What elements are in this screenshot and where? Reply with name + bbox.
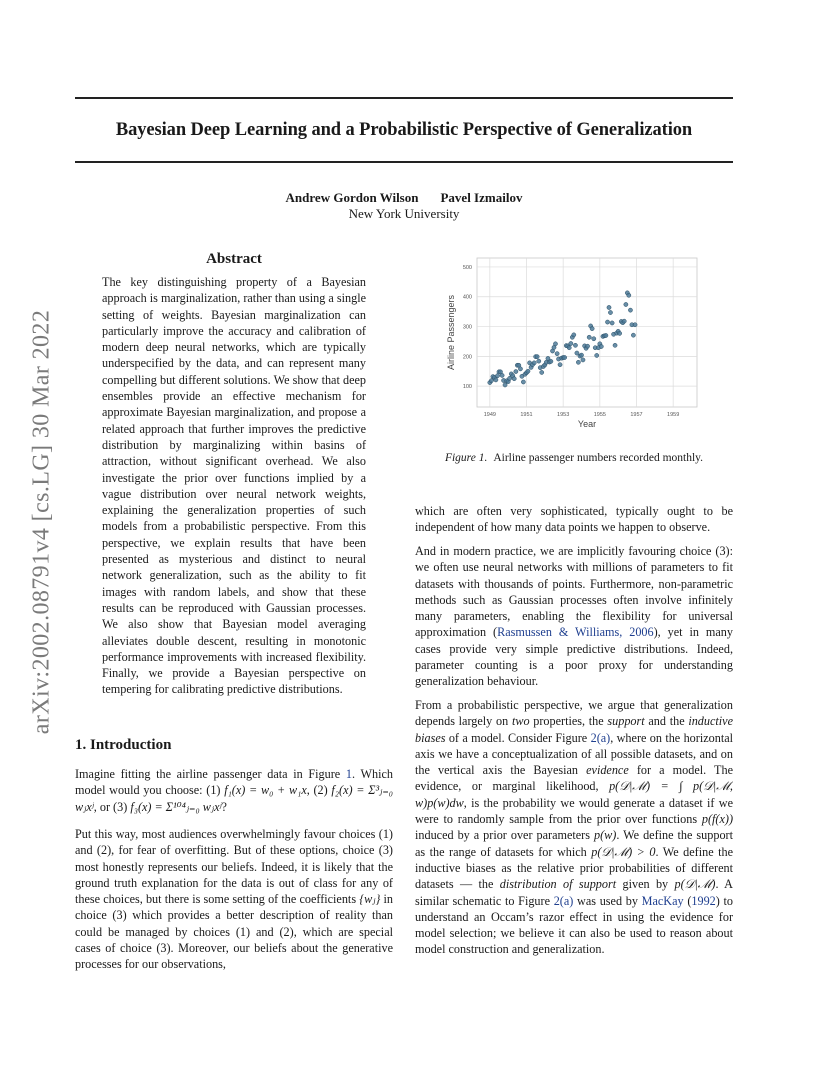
text-run: of a model. Consider Figure <box>445 730 591 745</box>
x-tick-label: 1959 <box>667 412 680 418</box>
airline-passenger-scatter-chart <box>440 250 720 430</box>
data-point <box>604 333 608 337</box>
data-point <box>569 341 573 345</box>
data-point <box>587 335 591 339</box>
data-point <box>633 323 637 327</box>
text-run: and the <box>644 714 689 729</box>
abstract-text: The key distinguishing property of a Bayesian approach is marginalization, rather than using a single setting of weights. Bayesian marginalization can particularly improve the accuracy and calibration of modern deep neural networks, which are typically underspecified by the data, and can represent many compelling but different solutions. We show that deep ensembles provide an effective mechanism for approximate Bayesian marginalization, and propose a related approach that further improves the predictive distribution by marginalizing within basins of attraction, without significant overhead. We also investigate the prior over functions implied by a vague distribution over neural network weights, explaining the generalization properties of such models from a probabilistic perspective. From this perspective, we explain results that have been presented as mysterious and distinct to neural network generalization, such as the ability to fit images with random labels, and show that these results can be reproduced with Gaussian processes. We also show that Bayesian model averaging alleviates double descent, resulting in monotonic performance improvements with increased flexibility. Finally, we provide a Bayesian perspective on tempering for calibrating predictive distributions. <box>102 275 366 697</box>
data-point <box>627 293 631 297</box>
paper-title: Bayesian Deep Learning and a Probabilistic Perspective of Generalization <box>115 120 693 140</box>
arxiv-stamp: arXiv:2002.08791v4 [cs.LG] 30 Mar 2022 <box>28 309 55 735</box>
math-wj: {wⱼ} <box>359 892 381 907</box>
x-tick-label: 1951 <box>520 412 533 418</box>
section-heading-introduction: 1. Introduction <box>75 737 172 753</box>
data-point <box>567 346 571 350</box>
emphasis: distribution of support <box>499 877 617 892</box>
intro-paragraph-2 <box>75 826 393 973</box>
emphasis: evidence <box>586 763 629 778</box>
data-point <box>563 355 567 359</box>
intro-paragraph-1 <box>75 766 393 815</box>
math-evidence: p(𝒟|ℳ) = ∫ p(𝒟|ℳ, w)p(w)dw <box>415 779 733 810</box>
data-point <box>494 378 498 382</box>
data-point <box>607 305 611 309</box>
data-point <box>537 359 541 363</box>
data-point <box>532 361 536 365</box>
data-point <box>489 379 493 383</box>
data-point <box>555 352 559 356</box>
text-run: From a probabilistic perspective, we argue that generalization depends largely on <box>415 698 733 729</box>
text-run: was used by <box>573 893 642 908</box>
citation-link[interactable]: 1992 <box>691 893 716 908</box>
plot-frame <box>477 258 697 407</box>
abstract-heading: Abstract <box>206 251 262 267</box>
figure-ref-link[interactable]: 2(a) <box>553 893 574 908</box>
text-run: . We define the support as the range of datasets for which <box>415 828 733 859</box>
text-run: Put this way, most audiences overwhelmingly favour choices (1) and (2), for fear of overfitting. But of these options, choice (3) most honestly represents our beliefs. Indeed, it is likely that the ground truth explanation for the data is out of class for any of these choices, but there is some setting of the coefficients <box>75 827 393 907</box>
data-point <box>518 367 522 371</box>
author-name: Andrew Gordon Wilson <box>285 190 419 205</box>
text-run: , (2) <box>306 783 332 798</box>
data-point <box>576 360 580 364</box>
data-point <box>628 308 632 312</box>
text-run: for a model. The evidence, or marginal likelihood, <box>415 763 734 794</box>
data-point <box>605 320 609 324</box>
x-tick-label: 1949 <box>483 412 496 418</box>
text-run: properties, the <box>529 714 608 729</box>
right-paragraph-1: which are often very sophisticated, typically ought to be independent of how many data points we happen to observe. <box>415 504 733 535</box>
text-run: induced by a prior over parameters <box>415 828 594 843</box>
y-tick-label: 400 <box>462 294 472 301</box>
math-f1: f₁(x) = w₀ + w₁x <box>224 783 307 798</box>
figure-ref-link[interactable]: 1 <box>345 767 352 781</box>
data-point <box>514 369 518 373</box>
affiliation: New York University <box>348 206 460 221</box>
text-run: . A similar schematic to Figure <box>415 877 733 908</box>
citation-link[interactable]: Rasmussen & Williams, 2006 <box>497 625 654 640</box>
right-paragraph-2 <box>415 543 733 690</box>
data-point <box>581 358 585 362</box>
figure-ref-link[interactable]: 2(a) <box>590 730 611 745</box>
text-run: given by <box>616 877 675 892</box>
emphasis: inductive biases <box>415 714 733 745</box>
data-point <box>608 310 612 314</box>
data-point <box>622 319 626 323</box>
x-tick-label: 1957 <box>630 412 643 418</box>
x-axis-label: Year <box>577 419 597 429</box>
y-tick-label: 200 <box>462 354 472 361</box>
emphasis: two <box>511 714 530 729</box>
text-run: Imagine fitting the airline passenger data in Figure <box>75 767 346 781</box>
text-run: ( <box>683 893 692 908</box>
y-tick-label: 300 <box>462 324 472 331</box>
math-f2: f₂(x) = Σ³ⱼ₌₀ wⱼxʲ <box>75 783 393 814</box>
text-run: , is the probability we would generate a dataset if we were to randomly sample from the prior over functions <box>415 795 733 827</box>
x-tick-label: 1953 <box>557 412 570 418</box>
figure-caption-text: Airline passenger numbers recorded monthly. <box>493 452 704 464</box>
data-point <box>592 337 596 341</box>
author-name: Pavel Izmailov <box>440 190 523 205</box>
x-tick-label: 1955 <box>593 412 606 418</box>
math-support: p(𝒟|ℳ) > 0 <box>591 844 656 859</box>
data-point <box>500 373 504 377</box>
text-run: And in modern practice, we are implicitly favouring choice (3): we often use neural networks with millions of parameters to fit datasets with thousands of points. Furthermore, non-parametric methods such as Gaussian processes often involve infinitely many parameters, enabling the flexibility for universal approximation ( <box>415 544 733 640</box>
title-bottom-rule <box>75 161 733 163</box>
data-point <box>579 353 583 357</box>
math-prior-functions: p(f(x)) <box>701 812 733 827</box>
figure-caption <box>415 452 733 464</box>
data-point <box>610 321 614 325</box>
data-point <box>599 344 603 348</box>
data-point <box>618 331 622 335</box>
citation-link[interactable]: MacKay <box>641 893 684 908</box>
author-list <box>75 190 733 206</box>
data-point <box>512 377 516 381</box>
math-f3: f₃(x) = Σ¹⁰⁴ⱼ₌₀ wⱼxʲ <box>130 799 222 814</box>
data-point <box>521 380 525 384</box>
data-point <box>535 355 539 359</box>
math-evidence-short: p(𝒟|ℳ) <box>674 877 716 892</box>
data-point <box>573 343 577 347</box>
figure-label: Figure 1. <box>444 452 488 464</box>
data-point <box>553 342 557 346</box>
y-tick-label: 500 <box>462 264 472 271</box>
data-point <box>595 353 599 357</box>
right-paragraph-3 <box>415 697 733 958</box>
emphasis: support <box>607 714 645 729</box>
data-point <box>585 344 589 348</box>
data-point <box>631 333 635 337</box>
data-point <box>558 363 562 367</box>
y-axis-label: Airline Passengers <box>446 294 456 371</box>
data-point <box>613 343 617 347</box>
math-prior-params: p(w) <box>593 828 617 843</box>
data-point <box>503 383 507 387</box>
data-point <box>590 327 594 331</box>
text-run: , where on the horizontal axis we have a conceptualization of all possible datasets, and on the vertical axis the Bayesian <box>415 730 734 778</box>
data-point <box>572 333 576 337</box>
data-point <box>526 369 530 373</box>
y-tick-label: 100 <box>462 384 472 391</box>
text-run: , or (3) <box>93 799 131 814</box>
top-rule <box>75 97 733 99</box>
data-point <box>624 302 628 306</box>
data-point <box>549 359 553 363</box>
text-run: ) to understand an Occam’s razor effect in using the evidence for model selection; we believe it can also be used to reason about model construction and generalization. <box>415 893 733 957</box>
text-run: in choice (3) which provides a better description of reality than could be managed by choices (1) and (2), which are special cases of choice (3). Moreover, our beliefs about the generative processes for our observations, <box>75 892 393 972</box>
data-point <box>540 370 544 374</box>
chart-grid <box>477 258 697 407</box>
text-run: . We define the inductive biases as the relative prior probabilities of different datasets — the <box>415 844 733 892</box>
data-point <box>495 374 499 378</box>
text-run: ? <box>221 799 227 814</box>
text-run: . Which model would you choose: (1) <box>75 767 393 798</box>
text-run: ), yet in many cases provide very simple predictive distributions. Indeed, parameter counting is a poor proxy for understanding generalization behaviour. <box>415 625 733 689</box>
